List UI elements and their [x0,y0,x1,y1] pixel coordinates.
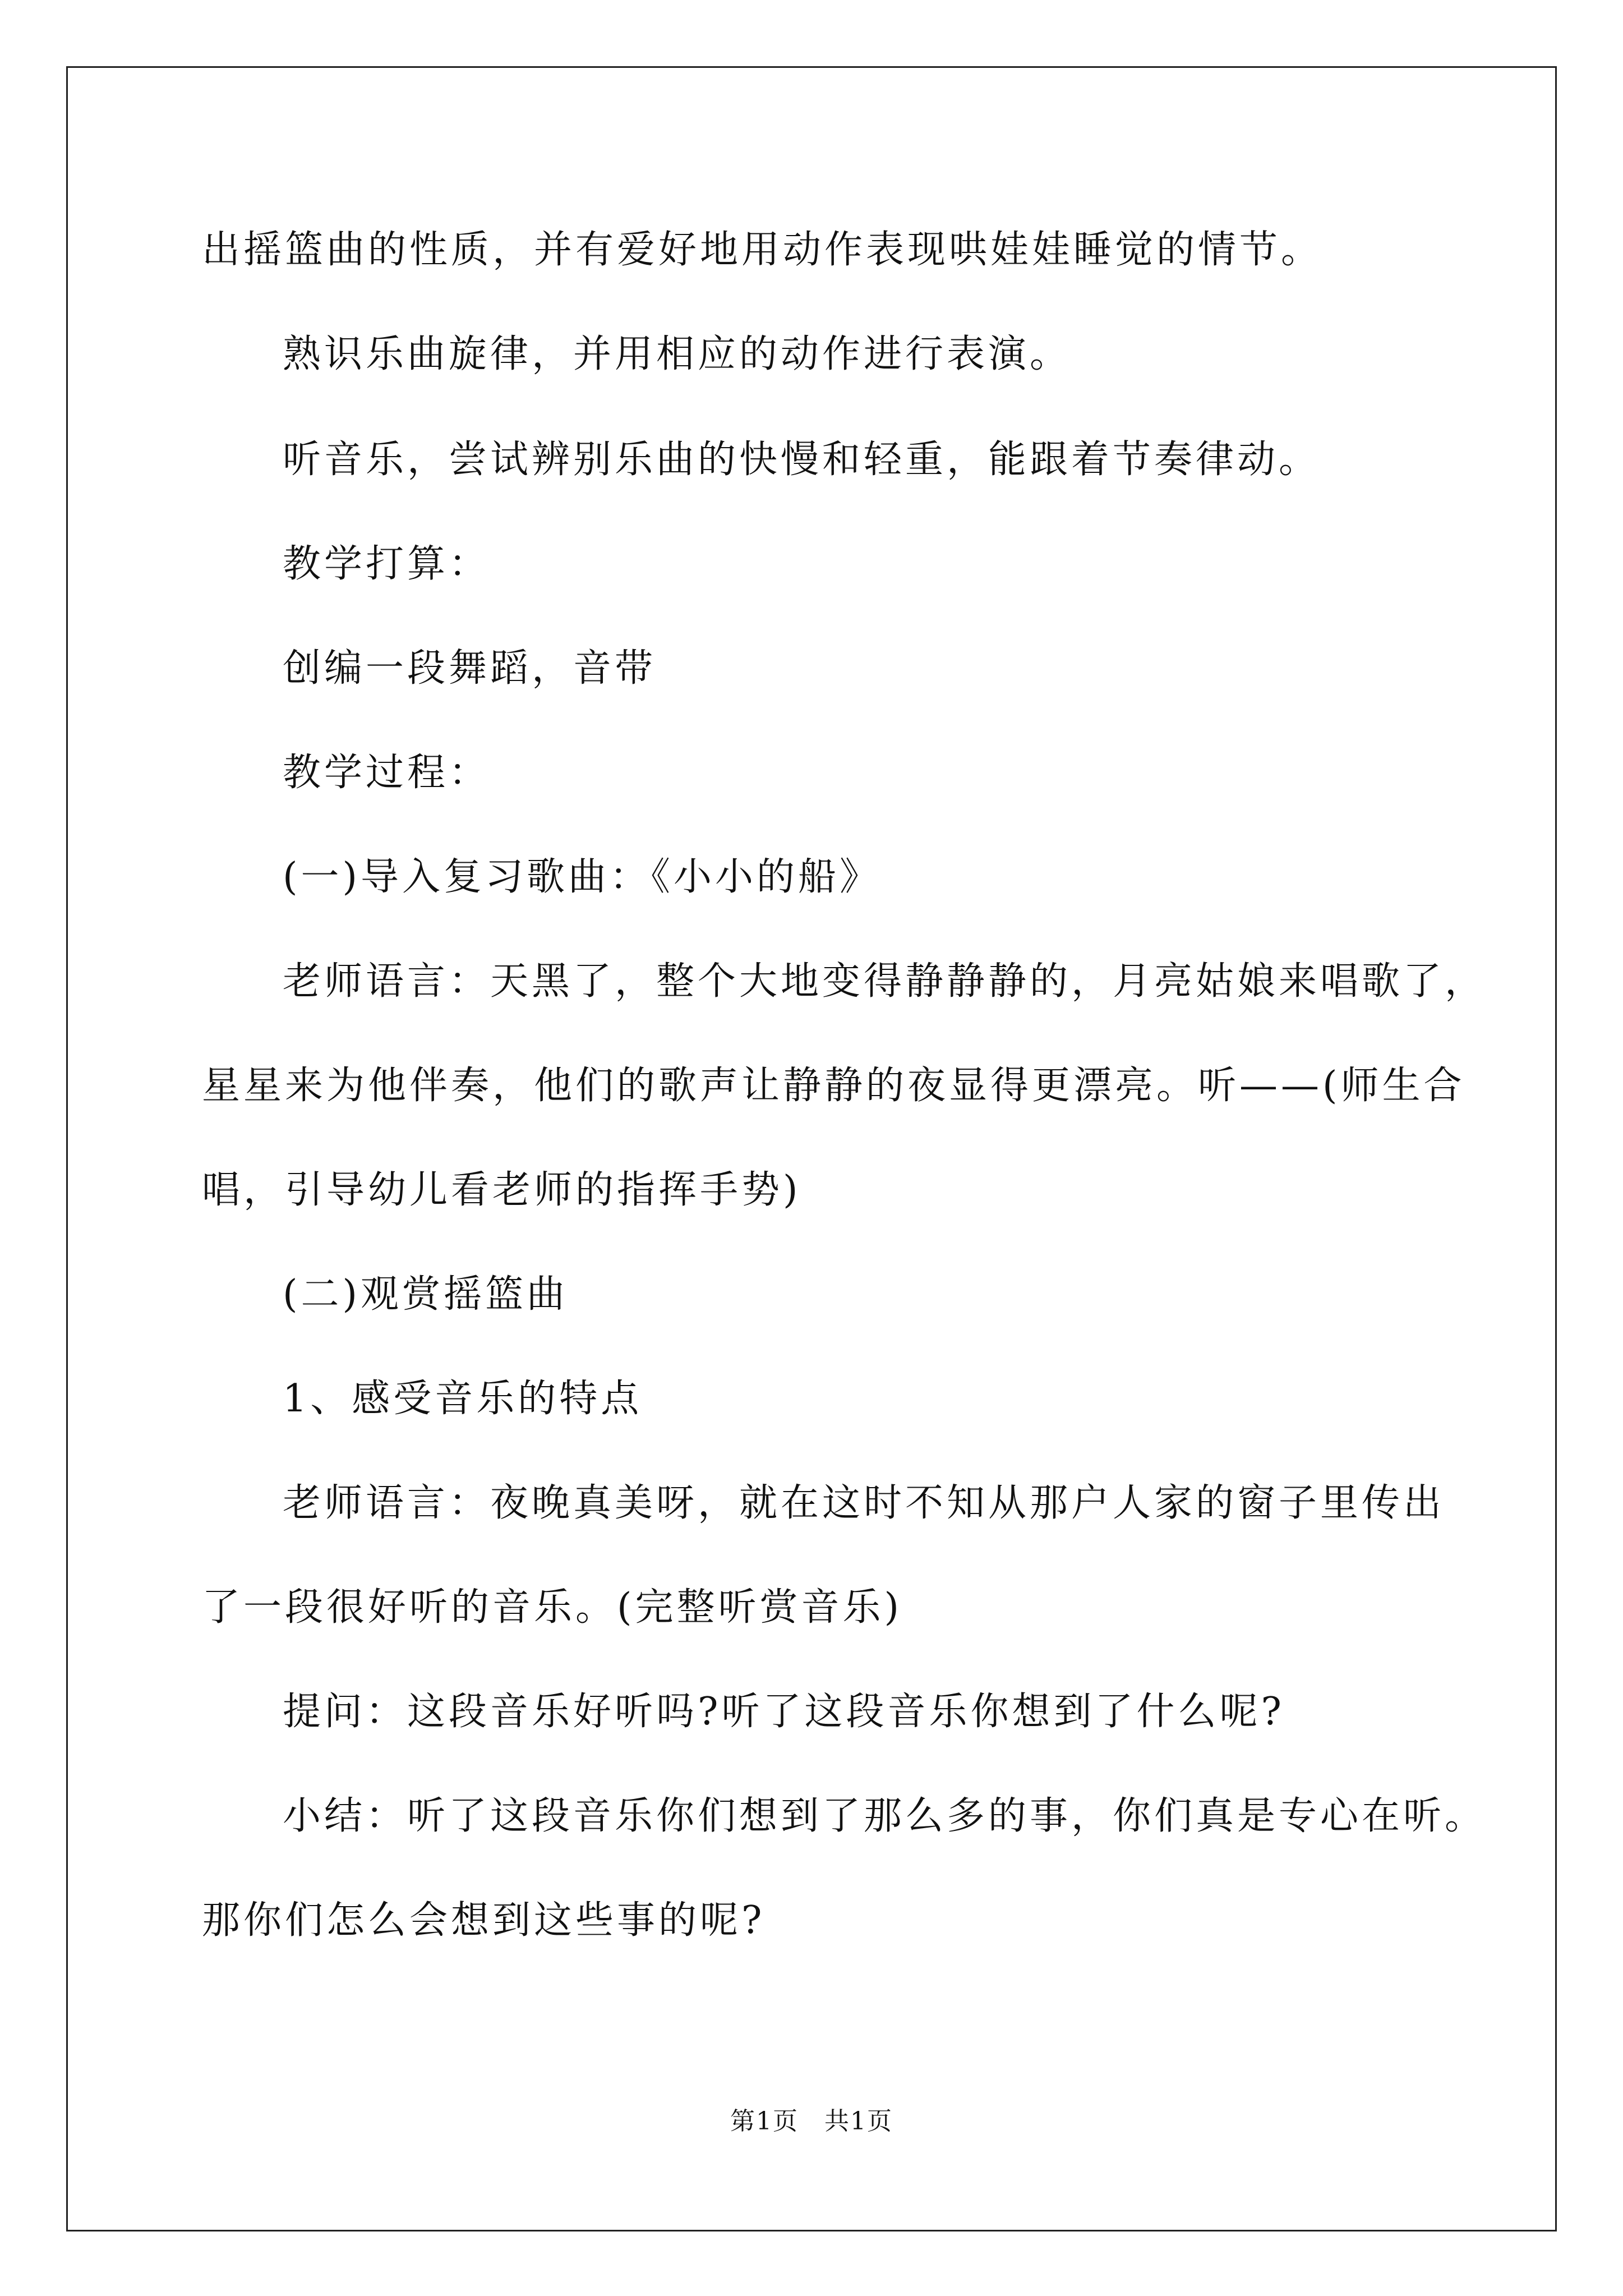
text-line: 老师语言：夜晚真美呀，就在这时不知从那户人家的窗子里传出 [283,1481,1445,1525]
text-line: 唱，引导幼儿看老师的指挥手势) [202,1168,801,1212]
text-line: 星星来为他伴奏，他们的歌声让静静的夜显得更漂亮。听——(师生合 [202,1064,1465,1108]
text-line: (一)导入复习歌曲：《小小的船》 [283,855,882,899]
text-line: (二)观赏摇篮曲 [283,1272,569,1317]
text-line: 熟识乐曲旋律，并用相应的动作进行表演。 [283,332,1072,376]
page-total-label: 共1页 [824,2107,893,2136]
text-line: 1、感受音乐的特点 [283,1377,643,1421]
text-line: 出摇篮曲的性质，并有爱好地用动作表现哄娃娃睡觉的情节。 [202,228,1323,272]
text-line: 教学过程： [283,751,491,795]
text-line: 那你们怎么会想到这些事的呢? [202,1898,766,1943]
text-line: 了一段很好听的音乐。(完整听赏音乐) [202,1585,903,1630]
text-line: 老师语言：天黑了，整个大地变得静静静的，月亮姑娘来唱歌了， [283,959,1487,1004]
text-line: 提问：这段音乐好听吗?听了这段音乐你想到了什么呢? [283,1690,1285,1734]
page-current-label: 第1页 [730,2107,799,2136]
text-line: 听音乐，尝试辨别乐曲的快慢和轻重，能跟着节奏律动。 [283,438,1321,482]
text-line: 创编一段舞蹈，音带 [283,646,657,691]
text-line: 教学打算： [283,542,491,586]
page-footer [0,2105,1623,2138]
text-line: 小结：听了这段音乐你们想到了那么多的事，你们真是专心在听。 [283,1794,1487,1838]
